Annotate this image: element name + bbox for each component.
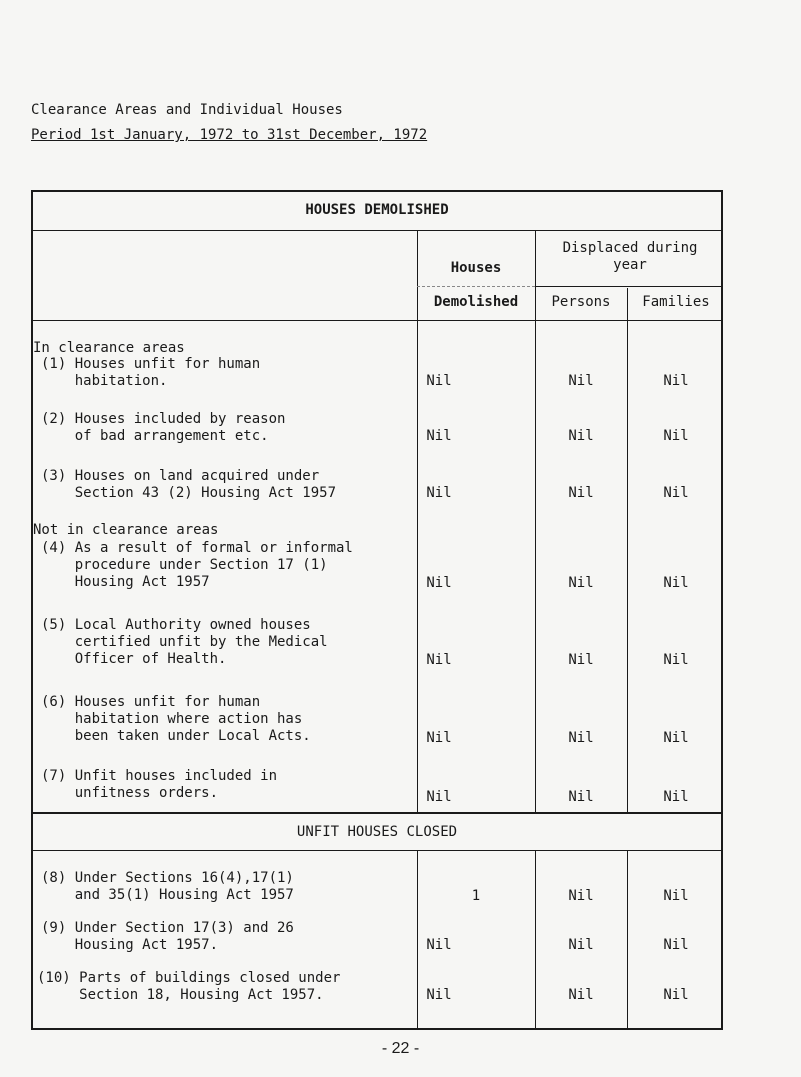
row-demolished: Nil [426, 485, 452, 501]
col-demolished-header: Demolished [433, 294, 519, 310]
col-displaced-header: Displaced during year [562, 240, 698, 273]
row-families: Nil [663, 730, 689, 746]
row-persons: Nil [568, 730, 594, 746]
col-families-header: Families [642, 294, 710, 310]
row-demolished: Nil [426, 428, 452, 444]
row-persons: Nil [568, 888, 594, 904]
row-families: Nil [663, 987, 689, 1003]
row-demolished: Nil [426, 987, 452, 1003]
row-families: Nil [663, 937, 689, 953]
row-label: (1) Houses unfit for human habitation. [41, 356, 261, 389]
row-demolished: Nil [426, 652, 452, 668]
section-heading: HOUSES DEMOLISHED [305, 202, 449, 218]
row-demolished: Nil [426, 373, 452, 389]
row-demolished: 1 [471, 888, 481, 904]
row-label: (8) Under Sections 16(4),17(1) and 35(1) Housing Act 1957 [41, 870, 294, 903]
page-number: - 22 - [381, 1040, 420, 1057]
row-label: (2) Houses included by reason of bad arrangement etc. [41, 411, 286, 444]
row-families: Nil [663, 652, 689, 668]
row-demolished: Nil [426, 730, 452, 746]
row-label: (3) Houses on land acquired under Section 43 (2) Housing Act 1957 [41, 468, 337, 501]
row-label: (5) Local Authority owned houses certified unfit by the Medical Officer of Health. [41, 617, 328, 667]
row-label: (10) Parts of buildings closed under Section 18, Housing Act 1957. [37, 970, 341, 1003]
col-persons-header: Persons [551, 294, 611, 310]
unfit-houses-closed-table [31, 812, 723, 1030]
group-not-in-clearance-areas: Not in clearance areas [33, 522, 219, 538]
row-label: (4) As a result of formal or informal procedure under Section 17 (1) Housing Act 1957 [41, 540, 353, 590]
row-persons: Nil [568, 373, 594, 389]
row-persons: Nil [568, 987, 594, 1003]
row-families: Nil [663, 789, 689, 805]
document-title: Clearance Areas and Individual Houses [31, 102, 343, 118]
row-label: (6) Houses unfit for human habitation where action has been taken under Local Acts. [41, 694, 311, 744]
group-in-clearance-areas: In clearance areas [33, 340, 185, 356]
col-houses-header: Houses [450, 260, 502, 276]
row-families: Nil [663, 575, 689, 591]
period-heading: Period 1st January, 1972 to 31st December, 1972 [31, 127, 428, 143]
row-demolished: Nil [426, 789, 452, 805]
row-persons: Nil [568, 789, 594, 805]
row-families: Nil [663, 888, 689, 904]
row-persons: Nil [568, 485, 594, 501]
row-label: (7) Unfit houses included in unfitness orders. [41, 768, 278, 801]
row-persons: Nil [568, 428, 594, 444]
row-families: Nil [663, 485, 689, 501]
row-persons: Nil [568, 575, 594, 591]
row-persons: Nil [568, 937, 594, 953]
row-demolished: Nil [426, 937, 452, 953]
houses-demolished-table [31, 190, 723, 814]
row-label: (9) Under Section 17(3) and 26 Housing Act 1957. [41, 920, 294, 953]
section-heading: UNFIT HOUSES CLOSED [296, 824, 458, 840]
row-families: Nil [663, 373, 689, 389]
row-demolished: Nil [426, 575, 452, 591]
row-persons: Nil [568, 652, 594, 668]
row-families: Nil [663, 428, 689, 444]
